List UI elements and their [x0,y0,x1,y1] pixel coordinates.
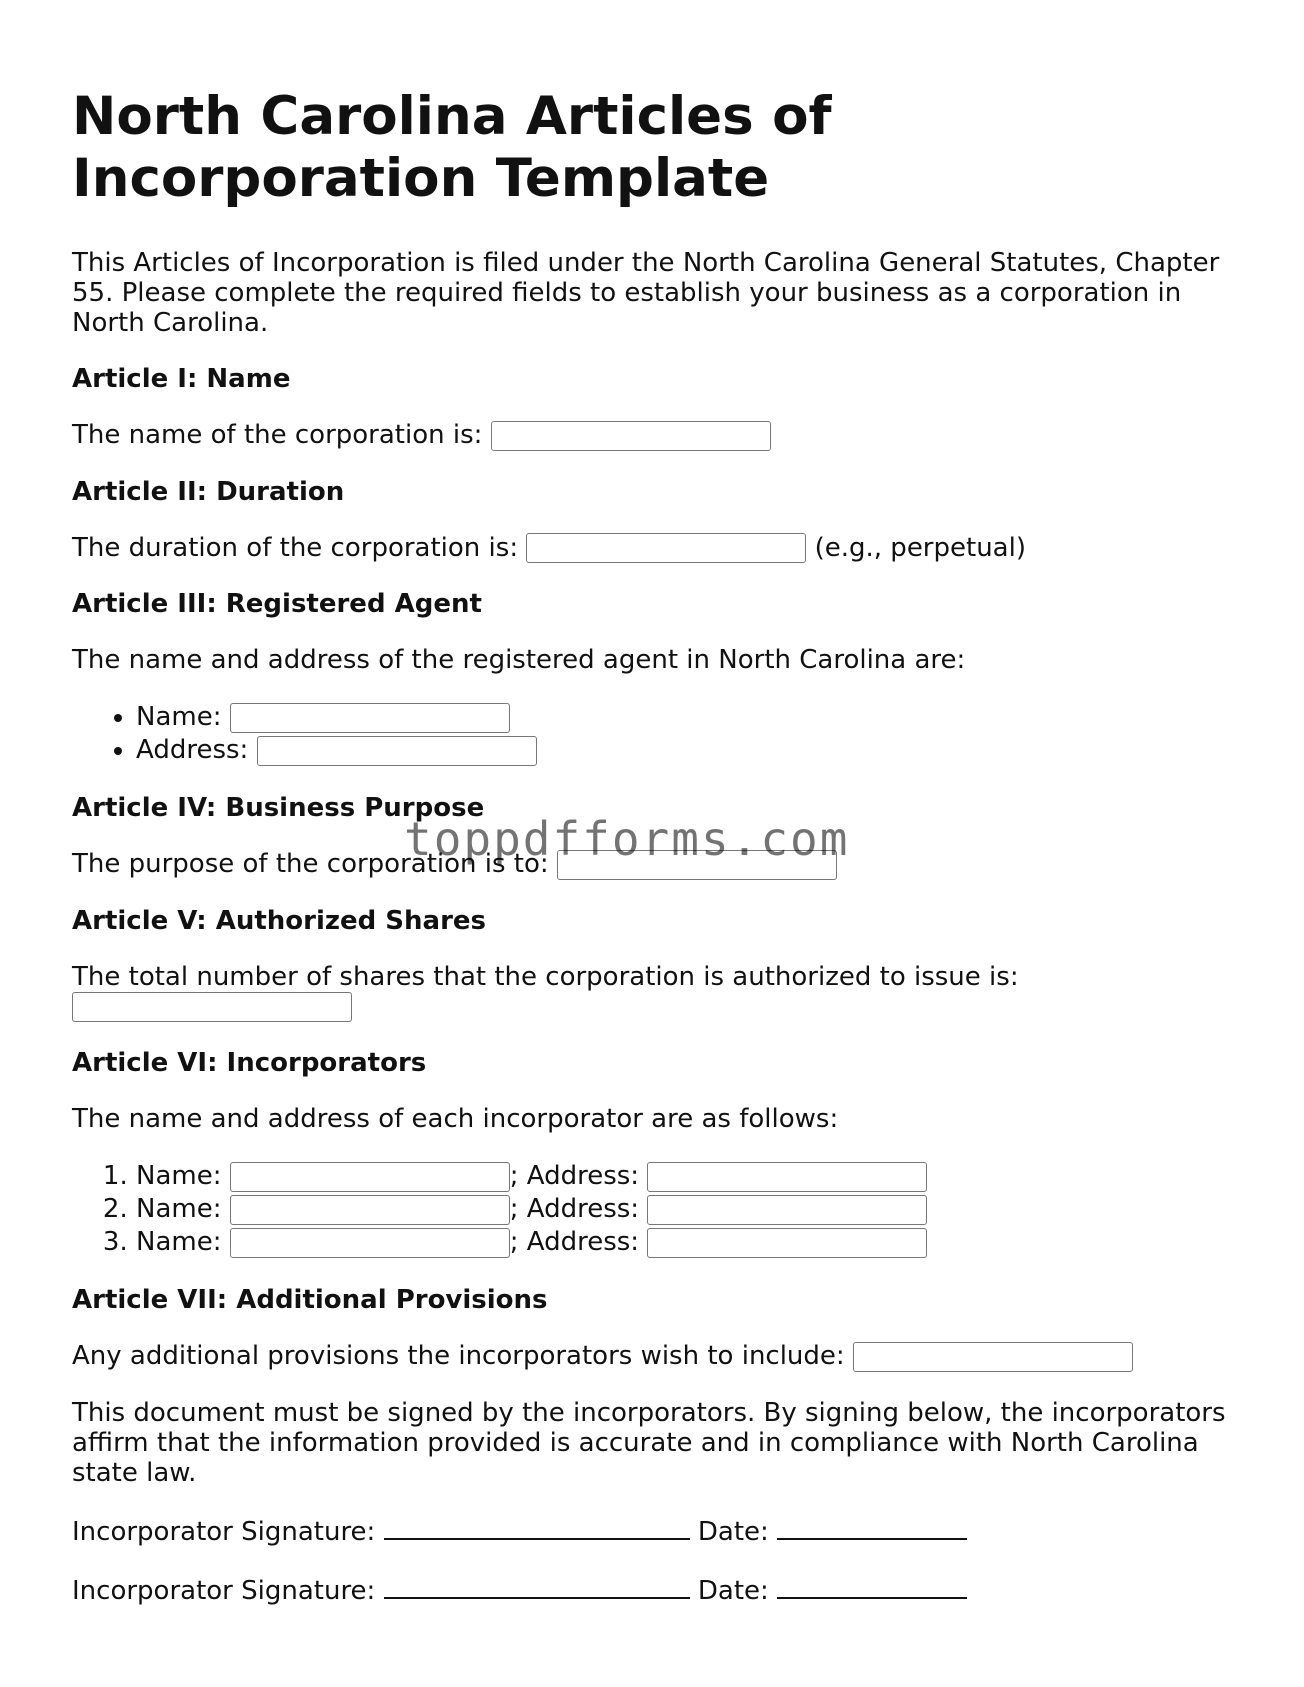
incorporator-name-label: Name: [136,1227,222,1257]
article-2-heading: Article II: Duration [72,476,345,507]
article-4-text: The purpose of the corporation is to: [72,849,549,879]
agent-address-label: Address: [136,735,249,765]
article-7-text: Any additional provisions the incorporators wish to include: [72,1341,845,1371]
incorporator-2-name-field[interactable] [230,1195,510,1225]
corporation-name-field[interactable] [491,421,771,451]
page-title: North Carolina Articles of Incorporation Template [72,86,832,209]
agent-address-field[interactable] [257,736,537,766]
article-6-heading: Article VI: Incorporators [72,1048,427,1078]
article-5-heading: Article V: Authorized Shares [72,905,487,936]
incorporator-3-address-field[interactable] [647,1228,927,1258]
list-item [136,701,1232,734]
agent-name-field[interactable] [230,703,510,733]
purpose-field[interactable] [557,850,837,880]
date-label: Date: [697,1516,769,1547]
signature-line-1[interactable] [384,1514,690,1540]
incorporator-address-label: ; Address: [509,1227,640,1257]
incorporator-name-label: Name: [136,1194,222,1224]
agent-name-label: Name: [136,702,222,732]
incorporator-1-address-field[interactable] [647,1162,927,1192]
watermark: toppdfforms.com [404,812,850,866]
date-line-2[interactable] [777,1573,967,1599]
article-3-text: The name and address of the registered agent in North Carolina are: [72,645,966,675]
additional-provisions-field[interactable] [853,1342,1133,1372]
article-7-line [72,1341,1232,1372]
incorporator-name-label: Name: [136,1161,222,1191]
article-5-text: The total number of shares that the corporation is authorized to issue is: [72,961,1019,992]
signature-label: Incorporator Signature: [72,1516,376,1547]
article-5-line [72,962,1232,1023]
registered-agent-list [72,701,1232,767]
article-2-line [72,533,1232,564]
list-item [136,1160,1232,1193]
closing-text: This document must be signed by the incorporators. By signing below, the incorporators affirm that the information provided is accurate and in compliance with North Carolina state law. [72,1397,1226,1488]
duration-field[interactable] [526,533,806,563]
date-line-1[interactable] [777,1514,967,1540]
article-1-line [72,420,1232,451]
article-4-line [72,849,1232,880]
article-2-text: The duration of the corporation is: [72,532,519,563]
shares-field[interactable] [72,992,352,1022]
article-1-text: The name of the corporation is: [72,420,483,450]
document [72,86,1232,1632]
incorporators-list [72,1160,1232,1259]
list-item [136,1193,1232,1226]
signature-row-1 [72,1514,1232,1547]
article-7-heading: Article VII: Additional Provisions [72,1285,548,1315]
intro-text: This Articles of Incorporation is filed under the North Carolina General Statutes, Chapter 55. Please complete the required fields to establish your business as a corporation in North Carolina. [72,248,1220,338]
article-3-heading: Article III: Registered Agent [72,589,482,619]
incorporator-2-address-field[interactable] [647,1195,927,1225]
incorporator-address-label: ; Address: [509,1161,640,1191]
article-1-heading: Article I: Name [72,364,291,394]
article-4-heading: Article IV: Business Purpose [72,793,485,823]
signature-line-2[interactable] [384,1573,690,1599]
signature-label: Incorporator Signature: [72,1575,376,1606]
incorporator-3-name-field[interactable] [230,1228,510,1258]
list-item [136,734,1232,767]
list-item [136,1226,1232,1259]
signature-row-2 [72,1573,1232,1606]
incorporator-address-label: ; Address: [509,1194,640,1224]
duration-hint: (e.g., perpetual) [814,532,1026,563]
date-label: Date: [697,1575,769,1606]
article-6-text: The name and address of each incorporator are as follows: [72,1104,839,1134]
incorporator-1-name-field[interactable] [230,1162,510,1192]
